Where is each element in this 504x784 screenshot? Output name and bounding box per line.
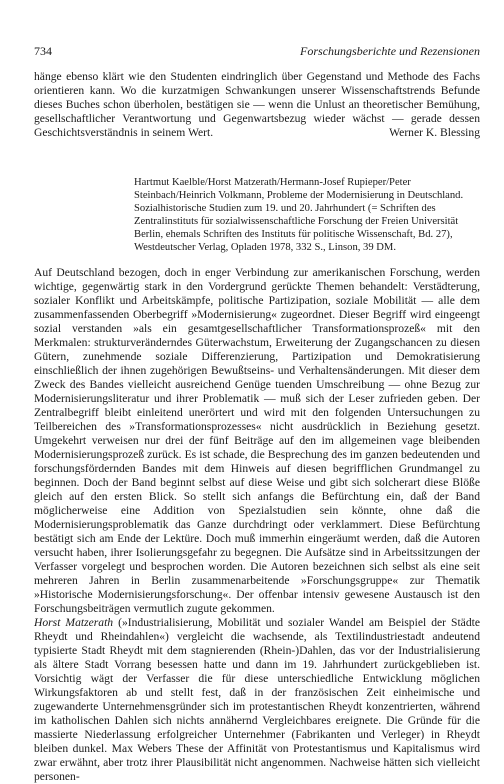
page-header [34,44,480,62]
review-paragraph-1: Auf Deutschland bezogen, doch in enger Verbindung zur amerikanischen Forschung, werden wichtige, gegenwärtig stark in den Vordergrund gerückte Themen behandelt: Verstädterung, sozialer Konflikt und Arbeitskämpfe, politische Partizipation, soziale Mobilität — alle dem zusammenfassenden Oberbegriff »Modernisierung« zugeordnet. Dieser Begriff wird eingeengt sozial verstanden »als ein gesamtgesellschaftlicher Transformationsprozeß« mit den Merkmalen: strukturveränderndes Güterwachstum, Erweiterung der Zugangschancen zu diesen Gütern, zunehmende soziale Differenzierung, Partizipation und Demokratisierung einschließlich der ihnen zugehörigen Bewußtseins- und Verhaltensänderungen. Mit dieser dem Zweck des Bandes vielleicht ausreichend Genüge tuenden Umschreibung — ohne Bezug zur Modernisierungsliteratur und ihrer Problematik — muß sich der Leser zufrieden geben. Der Zentralbegriff bleibt einleitend unerörtert und wird mit den folgenden Untersuchungen zu Teilbereichen des »Transformationsprozesses« nicht ausdrücklich in Beziehung gesetzt. Umgekehrt verweisen nur drei der fünf Beiträge auf den im allgemeinen vage bleibenden Modernisierungsprozeß zurück. Es ist schade, die Besprechung des im ganzen bedeutenden und forschungsfördernden Bandes mit dem Hinweis auf diesen begrifflichen Grundmangel zu beginnen. Doch der Band beginnt selbst auf diese Weise und gibt sich solcherart diese Blöße gleich auf den ersten Blick. So stellt sich anfangs die Befürchtung ein, daß der Band möglicherweise eine Addition von Spezialstudien sein könnte, ohne daß die Modernisierungsproblematik das Ganze durchdringt oder verklammert. Diese Befürchtung bestätigt sich am Ende der Lektüre. Doch muß immerhin eingeräumt werden, daß die Autoren versucht haben, ihrer Isolierungsgefahr zu begegnen. Die Aufsätze sind in Arbeitssitzungen der Verfasser vorgelegt und besprochen worden. Die Autoren bezeichnen sich selbst als eine seit mehreren Jahren in Berlin zusammenarbeitende »Forschungsgruppe« zur Thematik »Historische Modernisierungsforschung«. Der offenbar intensiv gewesene Austausch ist den Forschungsbeiträgen vermutlich zugute gekommen. [34,266,480,615]
reviewer-signature: Werner K. Blessing [389,126,480,139]
running-head: Forschungsberichte und Rezensionen [300,44,480,58]
review-paragraph-2 [34,616,480,784]
previous-review-text: hänge ebenso klärt wie den Studenten eindringlich über Gegenstand und Methode des Fachs orientieren kann. Wo die kurzatmigen Schwankungen unserer Wissenschaftstrends Befunde dieses Buches schon überholen, bestätigen sie — wenn die Unlust an theoretischer Bemühung, gesellschaftlicher Verantwortung und Gegenwartsbezug wieder wächst — gerade dessen Geschichtsverständnis in seinem Wert. [34,70,480,139]
review-body [34,266,480,784]
page-number: 734 [34,44,52,58]
book-citation: Hartmut Kaelble/Horst Matzerath/Hermann-Josef Rupieper/Peter Steinbach/Heinrich Volkmann, Probleme der Modernisierung in Deutschland. Sozialhistorische Studien zum 19. und 20. Jahrhundert (= Schriften des Zentralinstituts für sozialwissenschaftliche Forschung der Freien Universität Berlin, ehemals Schriften des Instituts für politische Wissenschaft, Bd. 27), Westdeutscher Verlag, Opladen 1978, 332 S., Linson, 39 DM. [134,177,464,253]
previous-review-ending [34,70,480,140]
author-name: Horst Matzerath [34,616,114,629]
review-paragraph-2-text: (»Industrialisierung, Mobilität und sozialer Wandel am Beispiel der Städte Rheydt und Rheindahlen«) vergleicht die wachsende, als Textilindustriestadt andeutend typisierte Stadt Rheydt mit dem stagnierenden (Rhein-)Dahlen, das vor der Industrialisierung als ältere Stadt Vorrang besessen hatte und dann im 19. Jahrhundert zurückgeblieben ist. Vorsichtig wägt der Verfasser die für diese unterschiedliche Entwicklung möglichen Wirkungsfaktoren ab und stellt fest, daß in der französischen Zeit einheimische und zugewanderte Unternehmensgründer sich im protestantischen Rheydt konzentrierten, während im katholischen Dahlen sich nichts annähernd Vergleichbares ereignete. Die Gründe für die massierte Niederlassung erfolgreicher Unternehmer (Fabrikanten und Verleger) in Rheydt bleiben dunkel. Max Webers These der Affinität von Protestantismus und Kapitalismus wird zwar erwähnt, aber trotz ihrer Plausibilität nicht angenommen. Nachweise hätten sich vielleicht personen- [34,616,480,783]
